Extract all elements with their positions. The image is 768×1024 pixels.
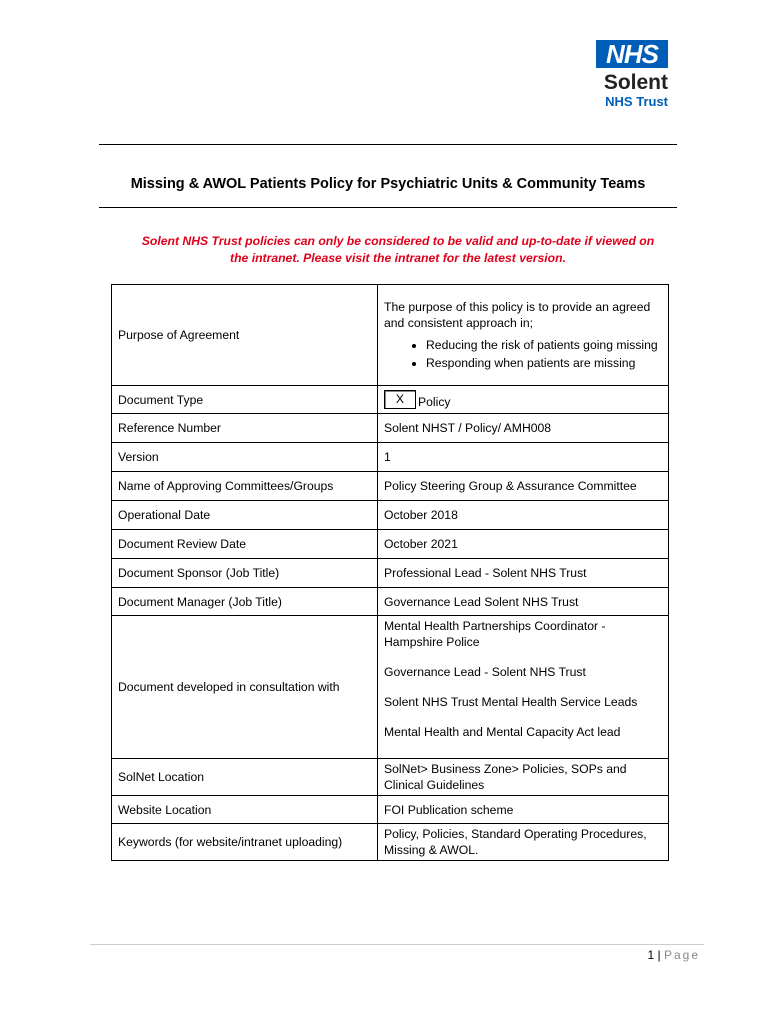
row-label: SolNet Location	[112, 759, 378, 796]
table-row	[112, 285, 669, 386]
list-item: • Reducing the risk of patients going missing	[426, 337, 662, 353]
table-row	[112, 443, 669, 472]
row-label: Keywords (for website/intranet uploading)	[112, 824, 378, 861]
logo-sub-name: NHS Trust	[605, 94, 668, 109]
purpose-bullets	[384, 337, 662, 371]
row-label: Website Location	[112, 796, 378, 824]
row-label: Document developed in consultation with	[112, 616, 378, 759]
table-row	[112, 796, 669, 824]
table-row	[112, 530, 669, 559]
table-row	[112, 824, 669, 861]
document-type-checkbox[interactable]: X	[384, 390, 416, 409]
row-label: Document Review Date	[112, 530, 378, 559]
consultation-item: Governance Lead - Solent NHS Trust	[384, 665, 586, 679]
title-bottom-rule	[99, 207, 677, 208]
consultation-item: Mental Health Partnerships Coordinator - Hampshire Police	[384, 619, 606, 649]
row-value: Policy Steering Group & Assurance Committee	[378, 472, 669, 501]
row-value: October 2021	[378, 530, 669, 559]
document-type-value: Policy	[418, 395, 451, 409]
page-footer	[647, 948, 700, 962]
row-label: Reference Number	[112, 414, 378, 443]
table-row	[112, 386, 669, 414]
footer-separator: |	[657, 948, 661, 962]
consultation-cell	[378, 616, 669, 759]
page-word: Page	[663, 948, 700, 962]
logo-org-name: Solent	[603, 71, 668, 94]
document-title: Missing & AWOL Patients Policy for Psychiatric Units & Community Teams	[130, 176, 646, 192]
list-item: • Responding when patients are missing	[426, 355, 662, 371]
table-row	[112, 559, 669, 588]
row-value: October 2018	[378, 501, 669, 530]
footer-rule	[90, 944, 704, 945]
table-row	[112, 472, 669, 501]
title-top-rule	[99, 144, 677, 145]
table-row	[112, 616, 669, 759]
row-value: Professional Lead - Solent NHS Trust	[378, 559, 669, 588]
row-label: Document Manager (Job Title)	[112, 588, 378, 616]
purpose-intro: The purpose of this policy is to provide an agreed and consistent approach in;	[384, 300, 651, 330]
consultation-item: Mental Health and Mental Capacity Act lead	[384, 725, 621, 739]
table-row	[112, 501, 669, 530]
nhs-solent-logo	[596, 40, 668, 109]
row-value: Solent NHST / Policy/ AMH008	[378, 414, 669, 443]
row-label: Version	[112, 443, 378, 472]
row-value: Governance Lead Solent NHS Trust	[378, 588, 669, 616]
page-number: 1	[647, 948, 655, 962]
row-label: Document Type	[112, 386, 378, 414]
row-label: Operational Date	[112, 501, 378, 530]
intranet-notice: Solent NHS Trust policies can only be considered to be valid and up-to-date if viewed on the intranet. Please visit the intranet for the latest version.	[141, 234, 655, 265]
row-label: Purpose of Agreement	[112, 285, 378, 386]
nhs-logo-box: NHS	[596, 40, 668, 68]
row-value: Policy, Policies, Standard Operating Procedures, Missing & AWOL.	[378, 824, 669, 861]
table-row	[112, 414, 669, 443]
purpose-cell	[378, 285, 669, 386]
row-value: 1	[378, 443, 669, 472]
row-label: Name of Approving Committees/Groups	[112, 472, 378, 501]
consultation-item: Solent NHS Trust Mental Health Service Leads	[384, 695, 638, 709]
row-value: SolNet> Business Zone> Policies, SOPs and Clinical Guidelines	[378, 759, 669, 796]
row-value: FOI Publication scheme	[378, 796, 669, 824]
policy-info-table	[111, 284, 669, 861]
row-value	[378, 386, 669, 414]
row-label: Document Sponsor (Job Title)	[112, 559, 378, 588]
table-row	[112, 588, 669, 616]
table-row	[112, 759, 669, 796]
